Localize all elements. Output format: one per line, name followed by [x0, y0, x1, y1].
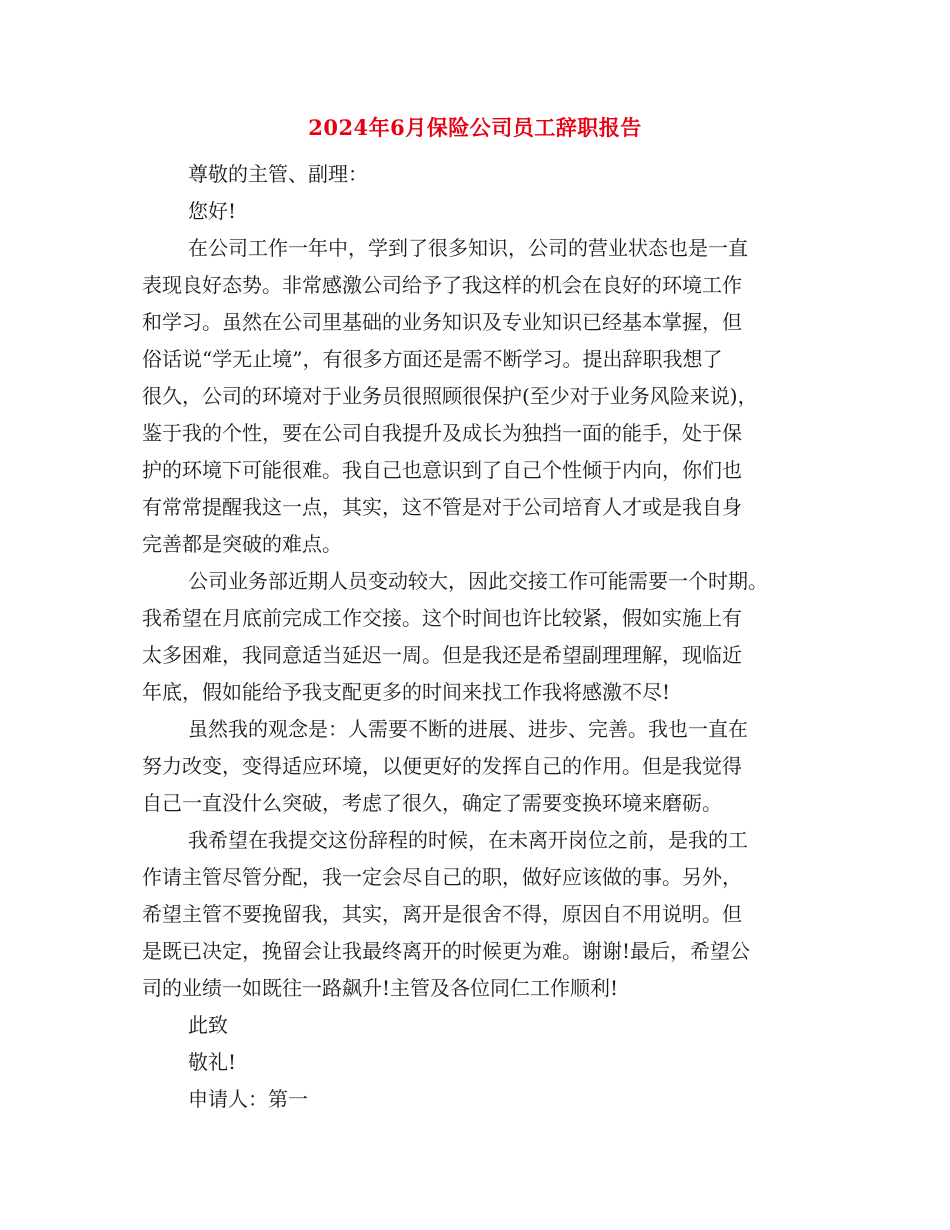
body-line: 护的环境下可能很难。我自己也意识到了自己个性倾于内向，你们也: [142, 458, 742, 482]
document-body: [142, 156, 812, 1118]
body-line: 我希望在我提交这份辞程的时候，在未离开岗位之前，是我的工: [188, 828, 748, 852]
body-line: 我希望在月底前完成工作交接。这个时间也许比较紧，假如实施上有: [142, 606, 742, 630]
body-line: 和学习。虽然在公司里基础的业务知识及专业知识已经基本掌握，但: [142, 310, 742, 334]
body-line: 您好!: [188, 199, 237, 223]
body-line: 太多困难，我同意适当延迟一周。但是我还是希望副理理解，现临近: [142, 643, 742, 667]
body-line: 努力改变，变得适应环境，以便更好的发挥自己的作用。但是我觉得: [142, 754, 742, 778]
body-line: 鉴于我的个性，要在公司自我提升及成长为独挡一面的能手，处于保: [142, 421, 742, 445]
body-line: 尊敬的主管、副理：: [188, 162, 368, 186]
body-line: 作请主管尽管分配，我一定会尽自己的职，做好应该做的事。另外，: [142, 865, 742, 889]
body-line: 公司业务部近期人员变动较大，因此交接工作可能需要一个时期。: [188, 569, 768, 593]
body-line: 有常常提醒我这一点，其实，这不管是对于公司培育人才或是我自身: [142, 495, 742, 519]
body-line: 司的业绩一如既往一路飙升!主管及各位同仁工作顺利!: [142, 976, 619, 1000]
body-line: 自己一直没什么突破，考虑了很久，确定了需要变换环境来磨砺。: [142, 791, 722, 815]
body-line: 完善都是突破的难点。: [142, 532, 342, 556]
body-line: 希望主管不要挽留我，其实，离开是很舍不得，原因自不用说明。但: [142, 902, 742, 926]
body-line: 敬礼!: [188, 1050, 237, 1074]
body-line: 此致: [188, 1013, 228, 1037]
body-line: 虽然我的观念是：人需要不断的进展、进步、完善。我也一直在: [188, 717, 748, 741]
body-line: 年底，假如能给予我支配更多的时间来找工作我将感激不尽!: [142, 680, 671, 704]
body-line: 在公司工作一年中，学到了很多知识，公司的营业状态也是一直: [188, 236, 748, 260]
body-line: 俗话说“学无止境”，有很多方面还是需不断学习。提出辞职我想了: [142, 347, 723, 371]
document-title: 2024年6月保险公司员工辞职报告: [308, 115, 642, 140]
body-line: 表现良好态势。非常感激公司给予了我这样的机会在良好的环境工作: [142, 273, 742, 297]
body-line: 很久，公司的环境对于业务员很照顾很保护(至少对于业务风险来说)，: [142, 384, 758, 408]
body-line: 申请人：第一: [188, 1087, 308, 1111]
body-line: 是既已决定，挽留会让我最终离开的时候更为难。谢谢!最后，希望公: [142, 939, 751, 963]
